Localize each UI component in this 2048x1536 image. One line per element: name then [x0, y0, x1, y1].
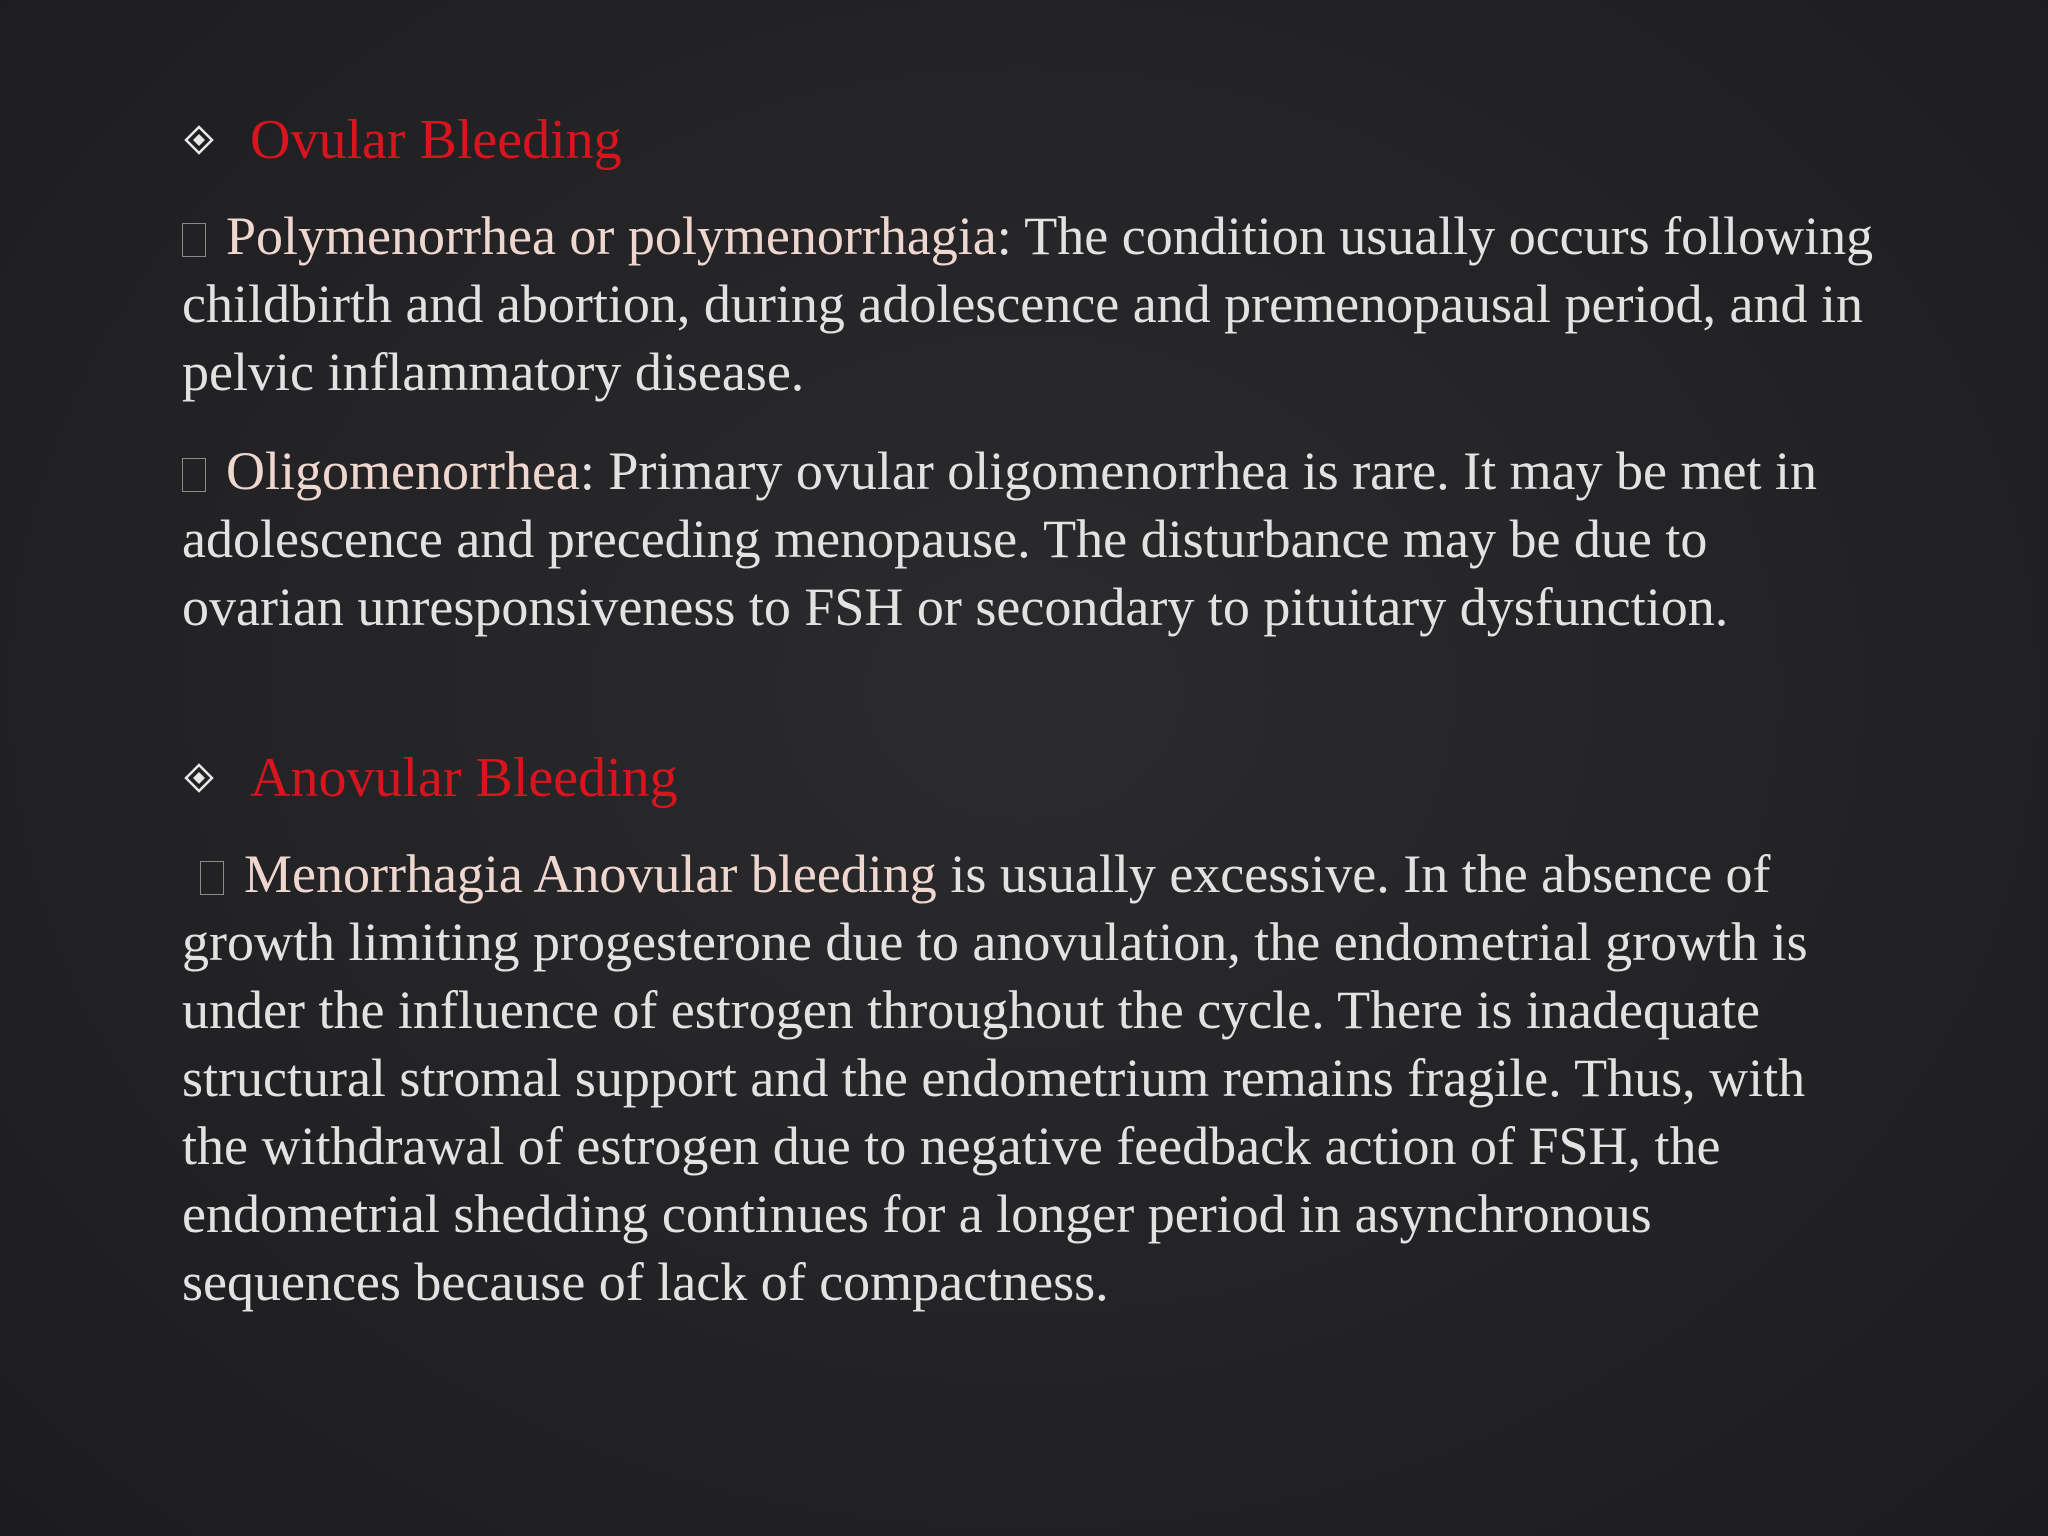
section-heading-ovular	[184, 109, 622, 171]
diamond-bullet-icon	[184, 125, 214, 155]
paragraph-text: : Primary ovular oligomenorrhea is rare. It may be met in adolescence and preceding menopause. The disturbance may be due to ovarian unresponsiveness to FSH or secondary to pituitary dysfunction.	[182, 441, 1817, 637]
section-heading-text: Ovular Bleeding	[250, 109, 622, 171]
checkbox-bullet-icon	[200, 861, 224, 895]
term-label: Oligomenorrhea	[226, 441, 580, 501]
paragraph-text: : The condition usually occurs following childbirth and abortion, during adolescence and premenopausal period, and in pelvic inflammatory disease.	[182, 206, 1874, 402]
checkbox-bullet-icon	[182, 223, 206, 257]
term-label: Menorrhagia Anovular bleeding	[244, 844, 937, 904]
paragraph-polymenorrhea	[182, 202, 1882, 406]
term-label: Polymenorrhea or polymenorrhagia	[226, 206, 997, 266]
paragraph-text: is usually excessive. In the absence of growth limiting progesterone due to anovulation, the endometrial growth is under the influence of estrogen throughout the cycle. There is inadequate structural stromal support and the endometrium remains fragile. Thus, with the withdrawal of estrogen due to negative feedback action of FSH, the endometrial shedding continues for a longer period in asynchronous sequences because of lack of compactness.	[182, 844, 1808, 1312]
section-heading-anovular	[184, 747, 678, 809]
diamond-bullet-icon	[184, 763, 214, 793]
checkbox-bullet-icon	[182, 458, 206, 492]
section-heading-text: Anovular Bleeding	[250, 747, 678, 809]
paragraph-oligomenorrhea	[182, 437, 1882, 641]
paragraph-menorrhagia	[182, 840, 1882, 1316]
